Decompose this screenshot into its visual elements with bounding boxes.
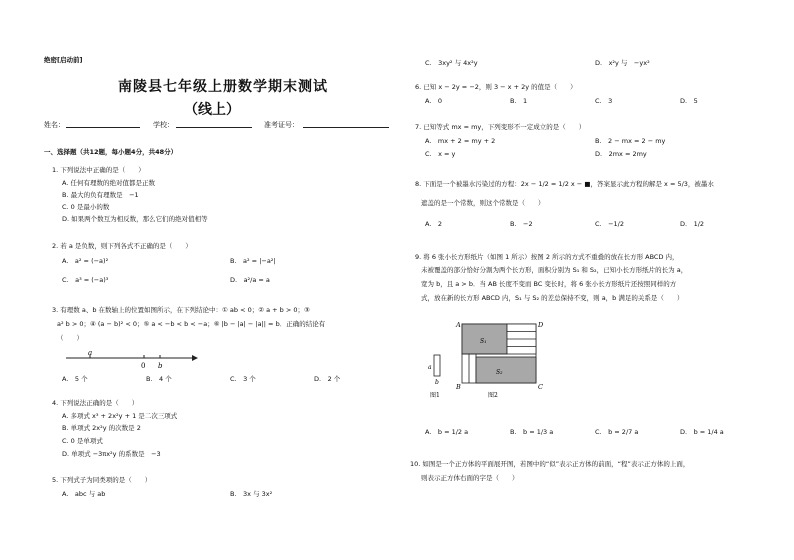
question-stem: 6. 已知 x − 2y = −2，则 3 − x + 2y 的值是（ ） xyxy=(415,83,577,91)
option-a[interactable]: A. abc 与 ab xyxy=(62,490,106,498)
label-a: a xyxy=(428,364,432,371)
option-c[interactable]: C. b = 2/7 a xyxy=(595,428,639,436)
option-a[interactable]: A. 多项式 x³ + 2x²y + 1 是二次三项式 xyxy=(62,412,178,420)
option-c[interactable]: C. x = y xyxy=(425,150,456,158)
axis-label-zero: 0 xyxy=(141,362,146,370)
option-a[interactable]: A. 0 xyxy=(425,97,443,105)
option-d[interactable]: D. 如果两个数互为相反数，那么它们的绝对值相等 xyxy=(62,215,208,223)
school-blank[interactable] xyxy=(176,127,252,128)
label-fig2: 图2 xyxy=(488,392,498,399)
arrow-head-icon xyxy=(192,355,198,361)
section-heading: 一、选择题（共12题，每小题4分，共48分） xyxy=(44,148,178,156)
ticket-label: 准考证号： xyxy=(264,121,299,129)
option-c[interactable]: C. a³ = (−a)³ xyxy=(62,276,109,284)
option-c[interactable]: C. 0 是最小的数 xyxy=(62,203,110,211)
option-b[interactable]: B. 2 − mx = 2 − my xyxy=(595,137,666,145)
option-d[interactable]: D. x²y 与 −yx² xyxy=(595,59,650,67)
label-s1: S₁ xyxy=(480,338,487,345)
number-line-figure xyxy=(60,346,200,370)
option-b[interactable]: B. 3x 与 3x² xyxy=(230,490,273,498)
secret-label: 绝密[启动前] xyxy=(44,56,83,64)
option-a[interactable]: A. 2 xyxy=(425,220,443,228)
option-a[interactable]: A. a² = (−a)² xyxy=(62,257,109,265)
option-d[interactable]: D. b = 1/4 a xyxy=(680,428,724,436)
exam-subtitle: （线上） xyxy=(184,102,240,118)
label-s2: S₂ xyxy=(496,369,503,376)
rectangles-figure xyxy=(424,318,554,404)
option-c[interactable]: C. 0 是单项式 xyxy=(62,437,103,445)
label-A: A xyxy=(456,321,461,329)
option-c[interactable]: C. −1/2 xyxy=(595,220,625,228)
name-label: 姓名： xyxy=(44,121,65,129)
option-d[interactable]: D. 2mx = 2my xyxy=(595,150,647,158)
option-b[interactable]: B. 1 xyxy=(510,97,528,105)
option-d[interactable]: D. 单项式 −3πx²y 的系数是 −3 xyxy=(62,450,161,458)
option-b[interactable]: B. a² = |−a²| xyxy=(230,257,276,265)
question-line: 遮盖的是一个常数，则这个常数是（ ） xyxy=(421,199,545,207)
question-line: 未被覆盖的部分恰好分割为两个长方形，面积分别为 S₁ 和 S₂，已知小长方形纸片的长为 a， xyxy=(421,266,688,274)
option-b[interactable]: B. 最大的负有理数是 −1 xyxy=(62,191,139,199)
option-b[interactable]: B. 4 个 xyxy=(146,375,172,383)
option-c[interactable]: C. 3 个 xyxy=(230,375,256,383)
option-a[interactable]: A. mx + 2 = my + 2 xyxy=(425,137,496,145)
option-b[interactable]: B. b = 1/3 a xyxy=(510,428,554,436)
option-c[interactable]: C. 3xy² 与 4x²y xyxy=(425,59,478,67)
question-line: 9. 将 6 张小长方形纸片（如图 1 所示）按图 2 所示的方式不重叠的放在长方形 ABCD 内， xyxy=(415,253,679,261)
ticket-blank[interactable] xyxy=(303,127,389,128)
exam-title: 南陵县七年级上册数学期末测试 xyxy=(118,79,328,95)
label-D: D xyxy=(538,321,544,329)
name-blank[interactable] xyxy=(66,127,140,128)
axis-label-b: b xyxy=(158,362,163,370)
option-d[interactable]: D. a²/a = a xyxy=(230,276,270,284)
option-d[interactable]: D. 1/2 xyxy=(680,220,705,228)
option-c[interactable]: C. 3 xyxy=(595,97,613,105)
question-line: 8. 下面是一个被墨水污染过的方程：2x − 1/2 = 1/2 x − ■，答案显示此方程的解是 x = 5/3，被墨水 xyxy=(415,180,714,188)
small-rectangle xyxy=(434,355,440,376)
label-B: B xyxy=(456,383,461,391)
school-label: 学校： xyxy=(153,121,174,129)
question-stem: 1. 下列说法中正确的是（ ） xyxy=(52,166,145,174)
question-line: （ ） xyxy=(57,334,83,342)
question-line: 宽为 b，且 a > b．当 AB 长度不变而 BC 变长时，将 6 张小长方形纸片还按照同样的方 xyxy=(421,280,677,288)
option-a[interactable]: A. b = 1/2 a xyxy=(425,428,469,436)
option-b[interactable]: B. −2 xyxy=(510,220,533,228)
region-s2 xyxy=(476,357,536,383)
option-d[interactable]: D. 2 个 xyxy=(314,375,341,383)
question-line: 式，放在新的长方形 ABCD 内，S₁ 与 S₂ 的差总保持不变，则 a，b 满足的关系是（ ） xyxy=(421,294,684,302)
question-line: 则表示正方体右面的字是（ ） xyxy=(421,474,519,482)
axis-label-a: a xyxy=(88,349,93,357)
label-b: b xyxy=(435,379,439,386)
question-stem: 5. 下列式子为同类项的是（ ） xyxy=(52,476,152,484)
option-a[interactable]: A. 5 个 xyxy=(62,375,88,383)
label-fig1: 图1 xyxy=(430,392,440,399)
question-stem: 2. 若 a 是负数，则下列各式不正确的是（ ） xyxy=(52,242,192,250)
label-C: C xyxy=(538,383,543,391)
question-stem: 4. 下列说法正确的是（ ） xyxy=(52,399,139,407)
option-b[interactable]: B. 单项式 2x²y 的次数是 2 xyxy=(62,424,141,432)
option-d[interactable]: D. 5 xyxy=(680,97,698,105)
question-line: 10. 如图是一个正方体的平面展开图，若图中的“似”表示正方体的前面，“程”表示正方体的上面， xyxy=(410,460,690,468)
question-line: a² b > 0；④ (a − b)² < 0；⑤ a < −b < b < −a；⑥ |b − |a| − |a|| = b．正确的结论有 xyxy=(57,320,326,328)
option-a[interactable]: A. 任何有理数的绝对值都是正数 xyxy=(62,179,155,187)
question-stem: 7. 已知等式 mx = my，下列变形不一定成立的是（ ） xyxy=(415,123,586,131)
question-line: 3. 有理数 a、b 在数轴上的位置如图所示，在下列结论中：① ab < 0；② a + b > 0；③ xyxy=(52,306,310,314)
